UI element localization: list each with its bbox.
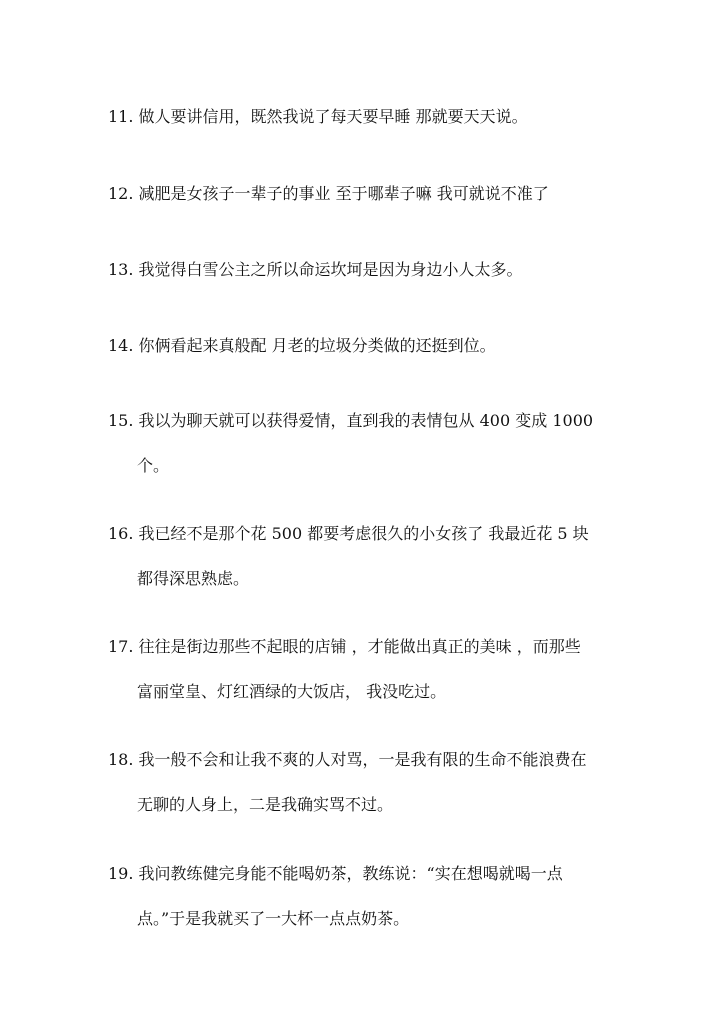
item-text-line: 无聊的人身上，二是我确实骂不过。: [137, 795, 394, 814]
item-text-line: 点。”于是我就买了一大杯一点点奶茶。: [137, 909, 410, 928]
list-item-16: [108, 511, 620, 601]
item-text-line: 12. 减肥是女孩子一辈子的事业 至于哪辈子嘛 我可就说不准了: [108, 184, 549, 203]
list-item-18: [108, 737, 620, 827]
item-text-line: 14. 你俩看起来真般配 月老的垃圾分类做的还挺到位。: [108, 336, 496, 355]
item-text-line: 都得深思熟虑。: [137, 569, 250, 588]
item-text-line: 17. 往往是街边那些不起眼的店铺 ，才能做出真正的美味 ，而那些: [108, 637, 581, 656]
item-text-line: 19. 我问教练健完身能不能喝奶茶，教练说：“实在想喝就喝一点: [108, 864, 563, 883]
item-text-line: 15. 我以为聊天就可以获得爱情，直到我的表情包从 400 变成 1000: [108, 411, 594, 430]
list-item-12: [108, 171, 620, 216]
list-item-15: [108, 398, 620, 488]
item-text-line: 18. 我一般不会和让我不爽的人对骂，一是我有限的生命不能浪费在: [108, 750, 587, 769]
item-text-line: 富丽堂皇、灯红酒绿的大饭店， 我没吃过。: [137, 682, 447, 701]
item-text-line: 11. 做人要讲信用，既然我说了每天要早睡 那就要天天说。: [108, 107, 528, 126]
list-item-19: [108, 851, 620, 941]
list-item-17: [108, 624, 620, 714]
item-text-line: 个。: [137, 456, 170, 475]
list-item-13: [108, 247, 620, 292]
item-text-line: 13. 我觉得白雪公主之所以命运坎坷是因为身边小人太多。: [108, 260, 523, 279]
item-text-line: 16. 我已经不是那个花 500 都要考虑很久的小女孩了 我最近花 5 块: [108, 524, 589, 543]
list-item-11: [108, 94, 620, 139]
list-item-14: [108, 323, 620, 368]
